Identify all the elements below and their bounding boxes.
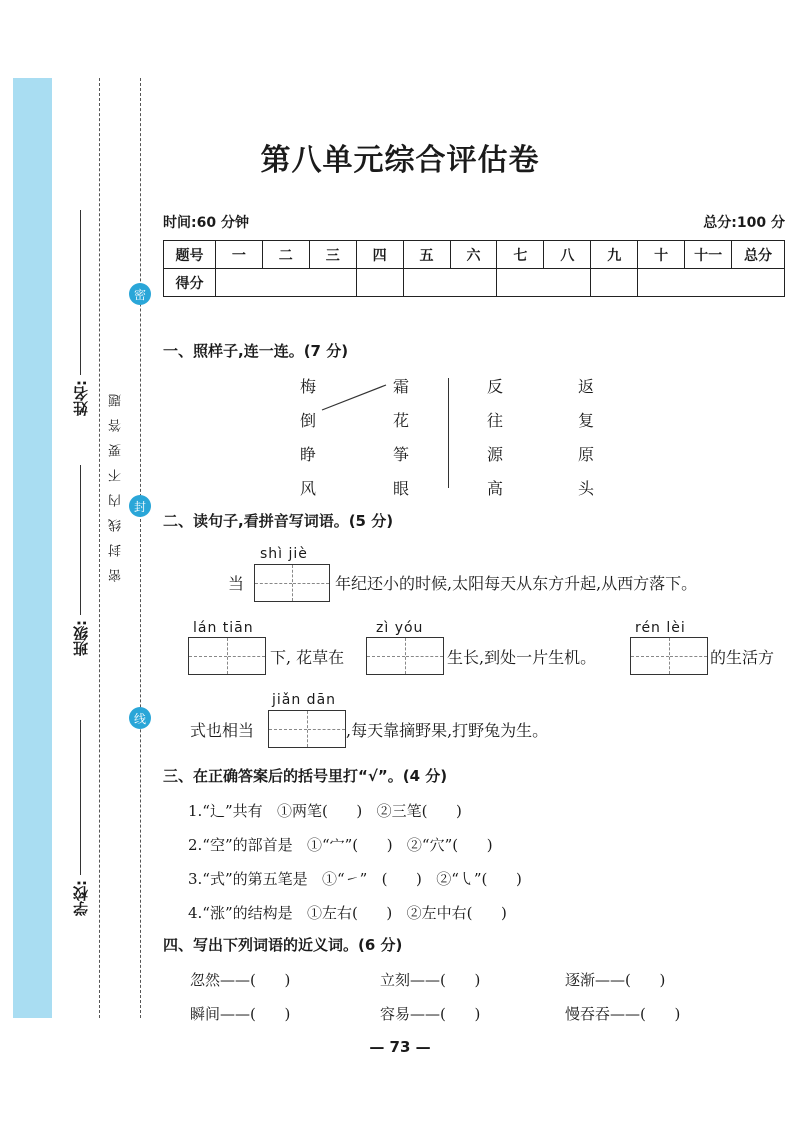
section-2-heading: 二、读句子,看拼音写词语。(5 分)	[163, 512, 394, 530]
s1-left-b-4: 眼	[393, 479, 410, 498]
pinyin-jiandan: jiǎn dān	[272, 692, 337, 708]
s1-right-b-2: 复	[578, 411, 595, 430]
score-head-cell: 四	[356, 241, 403, 269]
dash-line-outer	[99, 78, 100, 1018]
s1-left-a-2: 倒	[300, 411, 317, 430]
score-header-row	[164, 241, 785, 269]
writing-box-shijie[interactable]	[254, 564, 330, 602]
seal-mi-icon: 密	[129, 283, 151, 305]
seal-feng-icon: 封	[129, 495, 151, 517]
pinyin-renlei: rén lèi	[635, 620, 686, 636]
s1-right-b-3: 原	[578, 445, 595, 464]
s2-text-7: ,每天靠摘野果,打野兔为生。	[346, 721, 549, 740]
score-cell[interactable]	[356, 269, 403, 297]
s3-question-2[interactable]: 2.“空”的部首是 ①“宀”( ) ②“穴”( )	[188, 836, 493, 854]
score-head-cell: 九	[591, 241, 638, 269]
s3-question-1[interactable]: 1.“辶”共有 ①两笔( ) ②三笔( )	[188, 802, 462, 820]
time-limit: 时间:60 分钟	[163, 215, 249, 231]
s2-text-1: 当	[228, 574, 245, 593]
writing-box-lantian[interactable]	[188, 637, 266, 675]
s3-question-3[interactable]: 3.“式”的第五笔是 ①“㇀” ( ) ②“㇂”( )	[188, 870, 522, 888]
score-value-row	[164, 269, 785, 297]
s4-item[interactable]: 逐渐——( )	[565, 971, 666, 989]
s1-right-a-2: 往	[487, 411, 504, 430]
score-cell[interactable]	[591, 269, 638, 297]
s1-left-b-1: 霜	[393, 377, 410, 396]
s1-right-b-1: 返	[578, 377, 595, 396]
section-3-heading: 三、在正确答案后的括号里打“√”。(4 分)	[163, 767, 448, 785]
writing-box-ziyou[interactable]	[366, 637, 444, 675]
s1-left-b-3: 筝	[393, 445, 410, 464]
s1-left-a-3: 睁	[300, 445, 317, 464]
s2-text-4: 生长,到处一片生机。	[447, 648, 597, 667]
score-head-cell: 二	[262, 241, 309, 269]
s4-item[interactable]: 容易——( )	[380, 1005, 481, 1023]
s4-item[interactable]: 瞬间——( )	[190, 1005, 291, 1023]
s2-text-6: 式也相当	[190, 721, 255, 740]
s4-item[interactable]: 忽然——( )	[190, 971, 291, 989]
school-line	[80, 720, 81, 875]
class-label: 班级:	[72, 620, 90, 656]
s1-right-b-4: 头	[578, 479, 595, 498]
sidebar-stripe	[13, 78, 52, 1018]
score-head-cell: 八	[544, 241, 591, 269]
score-head-cell: 题号	[164, 241, 216, 269]
score-cell[interactable]	[638, 269, 785, 297]
s1-right-a-1: 反	[487, 377, 504, 396]
score-head-cell: 一	[215, 241, 262, 269]
writing-box-jiandan[interactable]	[268, 710, 346, 748]
score-head-cell: 总分	[732, 241, 785, 269]
score-head-cell: 五	[403, 241, 450, 269]
school-label: 学校:	[72, 880, 90, 916]
s1-left-a-4: 风	[300, 479, 317, 498]
class-line	[80, 465, 81, 615]
s1-left-b-2: 花	[393, 411, 410, 430]
page-number: — 73 —	[369, 1038, 431, 1056]
score-cell[interactable]	[403, 269, 497, 297]
pinyin-ziyou: zì yóu	[376, 620, 424, 636]
score-head-cell: 七	[497, 241, 544, 269]
section-4-heading: 四、写出下列词语的近义词。(6 分)	[163, 936, 403, 954]
s2-text-2: 年纪还小的时候,太阳每天从东方升起,从西方落下。	[335, 574, 698, 593]
seal-warning: 密封线内不要答题	[109, 382, 124, 582]
s1-divider	[448, 378, 449, 488]
score-row-label: 得分	[164, 269, 216, 297]
section-1-heading: 一、照样子,连一连。(7 分)	[163, 342, 349, 360]
s3-question-4[interactable]: 4.“涨”的结构是 ①左右( ) ②左中右( )	[188, 904, 507, 922]
s4-item[interactable]: 慢吞吞——( )	[565, 1005, 681, 1023]
s1-left-a-1: 梅	[300, 377, 317, 396]
score-head-cell: 十	[638, 241, 685, 269]
dash-line-inner	[140, 78, 141, 1018]
score-head-cell: 三	[309, 241, 356, 269]
name-line	[80, 210, 81, 375]
s4-item[interactable]: 立刻——( )	[380, 971, 481, 989]
pinyin-lantian: lán tiān	[193, 620, 254, 636]
total-score: 总分:100 分	[703, 215, 785, 231]
pinyin-shijie: shì jiè	[260, 546, 308, 562]
score-table	[163, 240, 785, 297]
s1-right-a-3: 源	[487, 445, 504, 464]
score-head-cell: 十一	[685, 241, 732, 269]
score-cell[interactable]	[497, 269, 591, 297]
s2-text-3: 下, 花草在	[270, 648, 345, 667]
s1-right-a-4: 高	[487, 479, 504, 498]
score-cell[interactable]	[215, 269, 356, 297]
writing-box-renlei[interactable]	[630, 637, 708, 675]
score-head-cell: 六	[450, 241, 497, 269]
name-label: 姓名:	[72, 380, 90, 416]
seal-xian-icon: 线	[129, 707, 151, 729]
s1-example-line	[320, 382, 390, 412]
s2-text-5: 的生活方	[710, 648, 775, 667]
page-title: 第八单元综合评估卷	[260, 143, 540, 178]
